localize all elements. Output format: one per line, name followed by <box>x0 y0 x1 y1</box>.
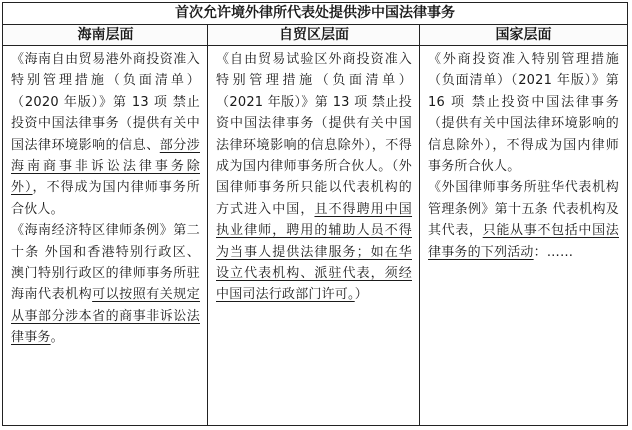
regulation-paragraph <box>11 49 200 220</box>
column-free-trade-zone <box>208 46 420 425</box>
policy-comparison-table <box>2 2 628 426</box>
regulation-paragraph <box>216 49 412 306</box>
text-segment: 《外商投资准入特别管理措施（负面清单）（2021 年版）》第 16 项 禁止投资中国法律事务（提供有关中国法律环境影响的信息除外），不得成为国内律师事务所合伙人。 <box>428 52 619 175</box>
text-segment: 《海南自由贸易港外商投资准入特别管理措施（负面清单）（2020 年版）》第 13 项 禁止投资中国法律事务（提供有关中国法律环境影响的信息、 <box>11 52 200 153</box>
regulation-paragraph <box>11 220 200 348</box>
text-segment: ） <box>354 287 368 303</box>
underlined-segment: 且不得聘用中国执业律师，聘用的辅助人员不得为当事人提供法律服务；如在华设立代表机构、派驻代表，须经中国司法行政部门许可。 <box>216 201 413 303</box>
header-hainan: 海南层面 <box>3 25 208 46</box>
text-segment: 《海南经济特区律师条例》第二十条 外国和香港特别行政区、澳门特别行政区的律师事务所驻海南代表机构 <box>11 223 200 303</box>
regulation-paragraph <box>428 49 619 177</box>
header-free-trade-zone: 自贸区层面 <box>208 25 420 46</box>
column-national <box>420 46 627 425</box>
regulation-paragraph <box>428 177 619 263</box>
column-hainan <box>3 46 208 425</box>
text-segment: ：…… <box>533 244 574 260</box>
table-title: 首次允许境外律所代表处提供涉中国法律事务 <box>3 3 627 25</box>
text-segment: 《外国律师事务所驻华代表机构管理条例》第十五条 代表机构及其代表， <box>428 180 619 239</box>
underlined-segment: 可以按照有关规定从事部分涉本省的商事非诉讼法律事务 <box>11 287 200 346</box>
underlined-segment: 部分涉海南商事非诉讼法律事务除外） <box>11 137 200 196</box>
text-segment: 。 <box>50 330 64 346</box>
text-segment: 《自由贸易试验区外商投资准入特别管理措施（负面清单）（2021 年版）》第 13 项 禁止投资中国法律事务（提供有关中国法律环境影响的信息除外），不得成为国内律师事务所合伙人。（外国律师事务所只能以代表机构的方式进入中国， <box>216 52 412 217</box>
header-national: 国家层面 <box>420 25 627 46</box>
text-segment: ，不得成为国内律师事务所合伙人。 <box>11 180 200 217</box>
underlined-segment: 只能从事不包括中国法律事务的下列活动 <box>428 223 619 260</box>
